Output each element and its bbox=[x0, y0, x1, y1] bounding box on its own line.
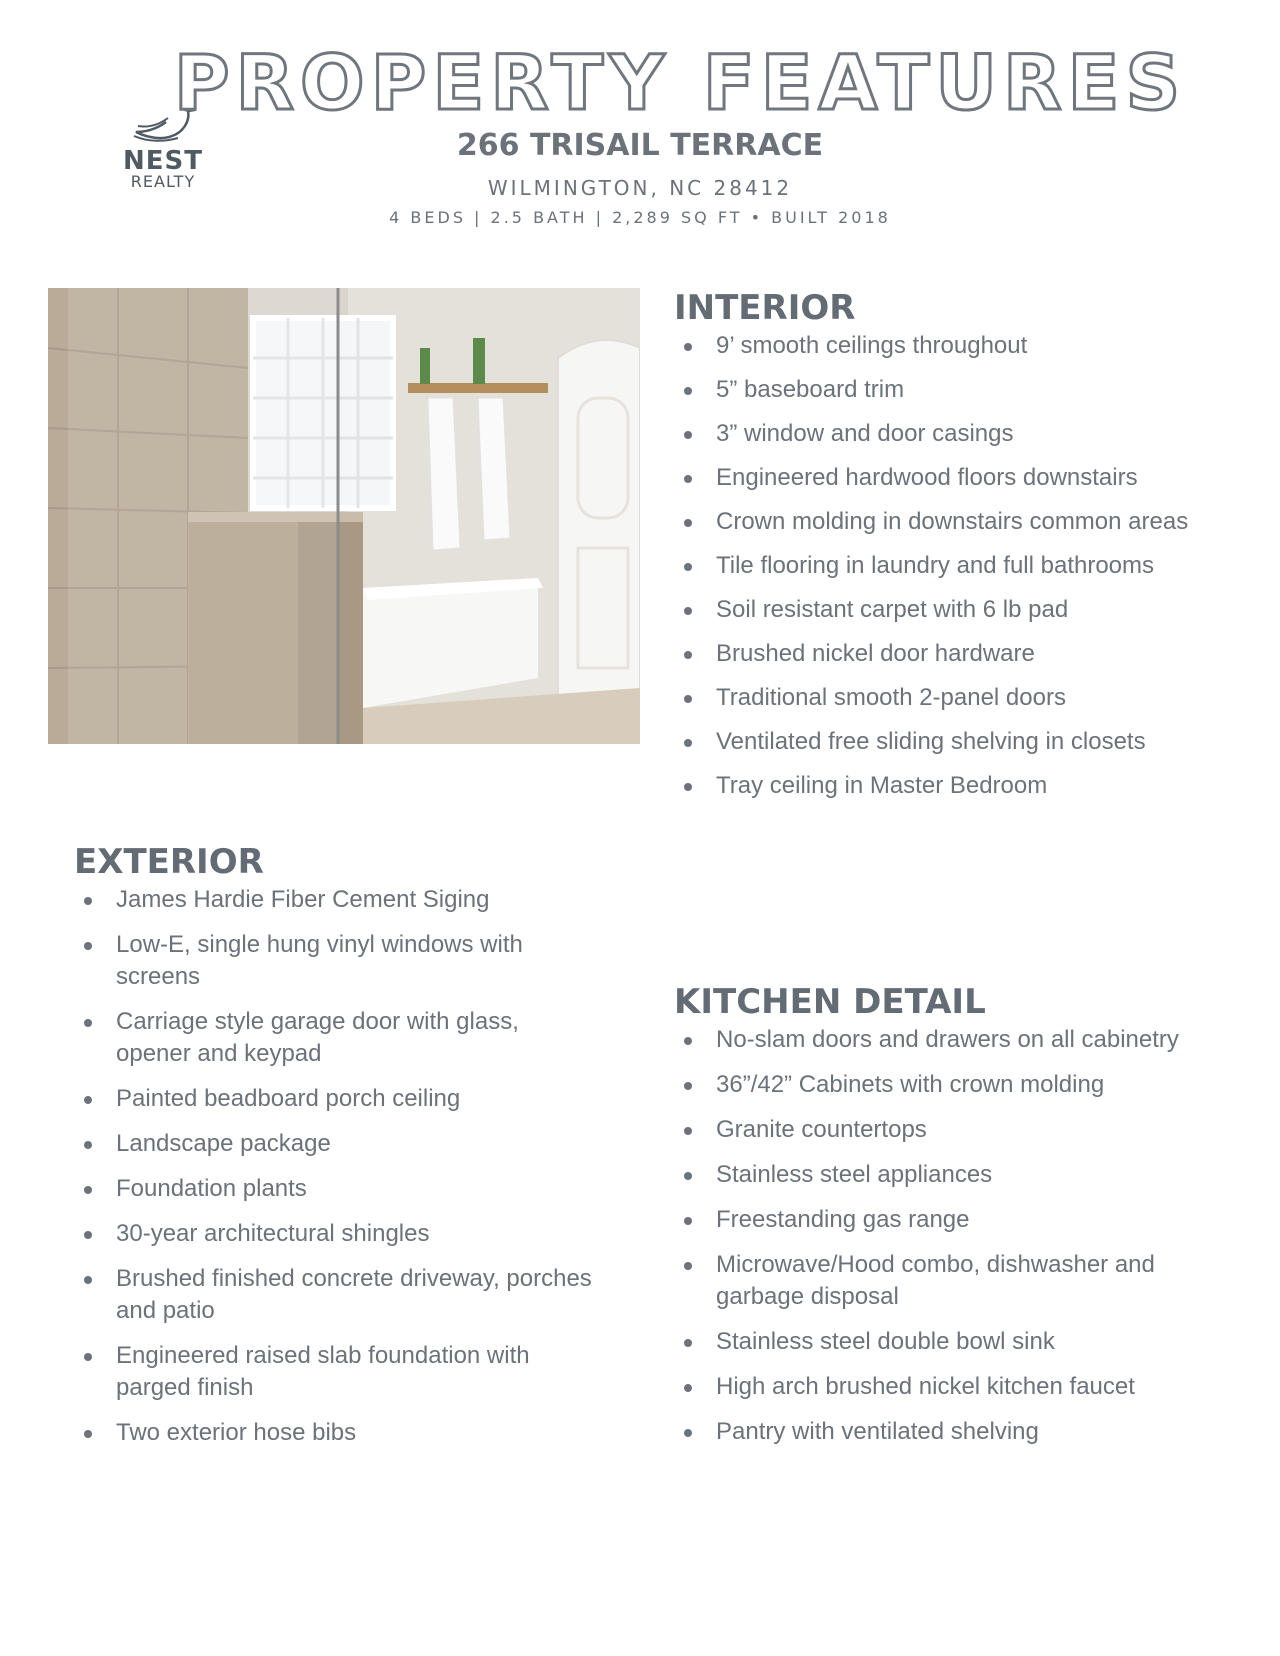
interior-heading: INTERIOR bbox=[674, 288, 856, 328]
list-item: Tile flooring in laundry and full bathrooms bbox=[674, 550, 1234, 582]
kitchen-section bbox=[674, 980, 1234, 1461]
list-item: 9’ smooth ceilings throughout bbox=[674, 330, 1234, 362]
interior-section bbox=[674, 286, 1234, 814]
property-specs: 4 BEDS | 2.5 BATH | 2,289 SQ FT • BUILT 2018 bbox=[389, 208, 891, 227]
list-item: Tray ceiling in Master Bedroom bbox=[674, 770, 1234, 802]
list-item: Carriage style garage door with glass, opener and keypad bbox=[74, 1006, 594, 1070]
list-item: Granite countertops bbox=[674, 1114, 1234, 1146]
list-item: Crown molding in downstairs common areas bbox=[674, 506, 1234, 538]
list-item: 36”/42” Cabinets with crown molding bbox=[674, 1069, 1234, 1101]
bathroom-photo bbox=[48, 288, 640, 744]
list-item: Brushed finished concrete driveway, porches and patio bbox=[74, 1263, 594, 1327]
list-item: High arch brushed nickel kitchen faucet bbox=[674, 1371, 1234, 1403]
list-item: Foundation plants bbox=[74, 1173, 594, 1205]
page-title: PROPERTY FEATURES bbox=[173, 38, 1187, 127]
kitchen-heading: KITCHEN DETAIL bbox=[674, 982, 986, 1022]
exterior-section bbox=[74, 840, 594, 1462]
list-item: Stainless steel double bowl sink bbox=[674, 1326, 1234, 1358]
list-item: No-slam doors and drawers on all cabinetry bbox=[674, 1024, 1234, 1056]
list-item: Engineered hardwood floors downstairs bbox=[674, 462, 1234, 494]
kitchen-list bbox=[674, 1024, 1234, 1448]
interior-list bbox=[674, 330, 1234, 802]
list-item: Painted beadboard porch ceiling bbox=[74, 1083, 594, 1115]
list-item: 30-year architectural shingles bbox=[74, 1218, 594, 1250]
list-item: Pantry with ventilated shelving bbox=[674, 1416, 1234, 1448]
list-item: Engineered raised slab foundation with parged finish bbox=[74, 1340, 594, 1404]
list-item: Stainless steel appliances bbox=[674, 1159, 1234, 1191]
list-item: Soil resistant carpet with 6 lb pad bbox=[674, 594, 1234, 626]
list-item: James Hardie Fiber Cement Siging bbox=[74, 884, 594, 916]
list-item: Freestanding gas range bbox=[674, 1204, 1234, 1236]
list-item: Low-E, single hung vinyl windows with screens bbox=[74, 929, 594, 993]
logo-realty: REALTY bbox=[130, 172, 196, 191]
exterior-heading: EXTERIOR bbox=[74, 842, 264, 882]
list-item: Traditional smooth 2-panel doors bbox=[674, 682, 1234, 714]
list-item: Two exterior hose bibs bbox=[74, 1417, 594, 1449]
list-item: 5” baseboard trim bbox=[674, 374, 1234, 406]
property-address: 266 TRISAIL TERRACE bbox=[456, 128, 824, 163]
list-item: 3” window and door casings bbox=[674, 418, 1234, 450]
list-item: Ventilated free sliding shelving in closets bbox=[674, 726, 1234, 758]
property-city: WILMINGTON, NC 28412 bbox=[487, 176, 793, 200]
exterior-list bbox=[74, 884, 594, 1449]
list-item: Brushed nickel door hardware bbox=[674, 638, 1234, 670]
list-item: Landscape package bbox=[74, 1128, 594, 1160]
list-item: Microwave/Hood combo, dishwasher and garbage disposal bbox=[674, 1249, 1234, 1313]
logo-nest: NEST bbox=[123, 146, 203, 176]
